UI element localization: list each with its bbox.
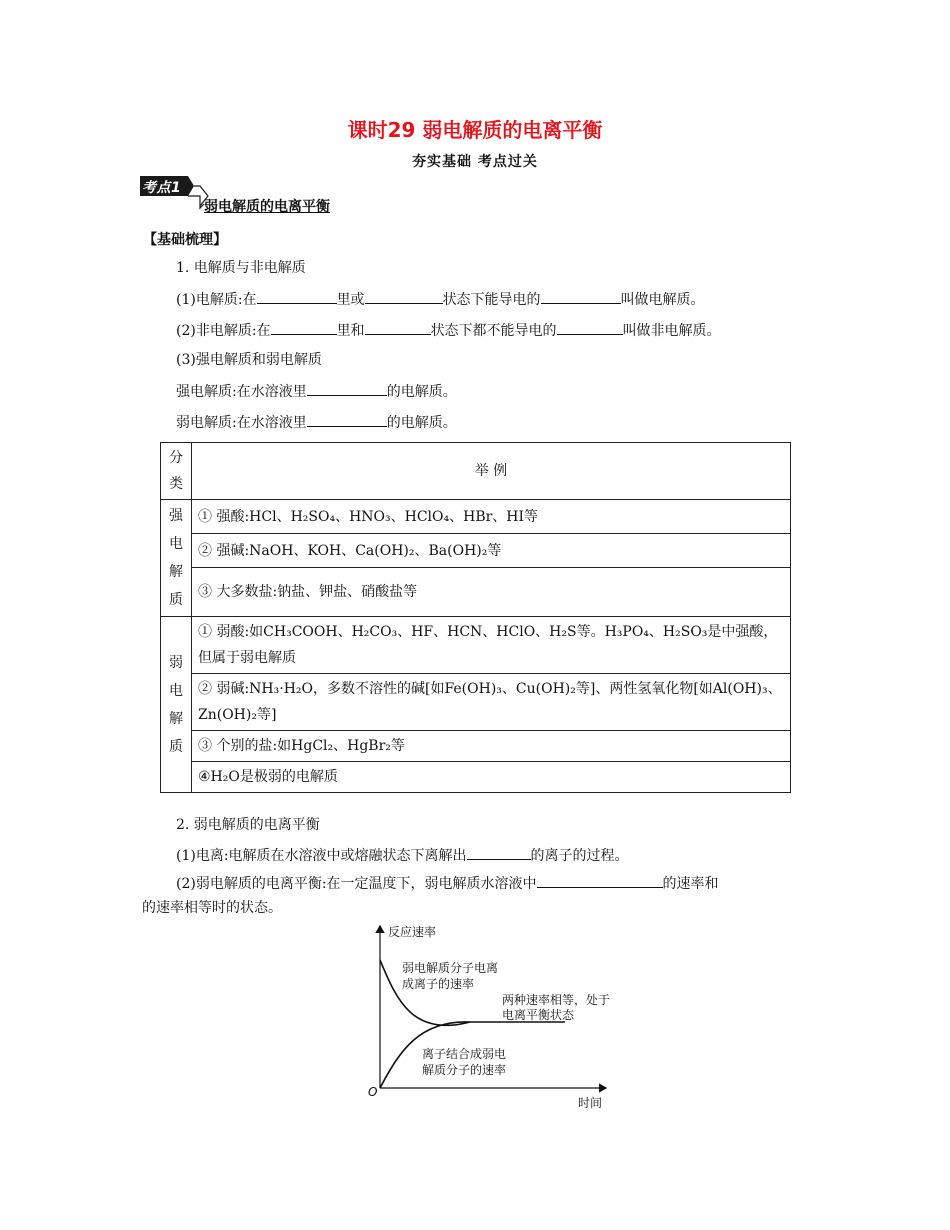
- table-row: [161, 568, 791, 617]
- table-row: [161, 500, 791, 534]
- table-cell-strong-acid: ① 强酸:HCl、H₂SO₄、HNO₃、HClO₄、HBr、HI等: [192, 500, 791, 534]
- ionization-rate-chart: [360, 920, 620, 1110]
- p1-line4: 强电解质:在水溶液里 的电解质。: [176, 381, 457, 402]
- table-row: [161, 762, 791, 793]
- origin-label: O: [368, 1085, 378, 1099]
- page-subtitle: 夯实基础 考点过关: [412, 154, 538, 170]
- table-cell-salts: ③ 大多数盐:钠盐、钾盐、硝酸盐等: [192, 568, 791, 617]
- badge-label: 考点1: [142, 180, 182, 196]
- table-row: [161, 674, 791, 731]
- section-title: 弱电解质的电离平衡: [204, 199, 330, 215]
- annotation-line: 离子结合成弱电: [422, 1047, 507, 1061]
- electrolyte-table: [160, 442, 791, 793]
- p1-line5: 弱电解质:在水溶液里 的电解质。: [176, 412, 457, 433]
- p1-line2: (2)非电解质:在 里和 状态下都不能导电的 叫做非电解质。: [176, 320, 721, 341]
- annotation-line: 电离平衡状态: [502, 1008, 575, 1022]
- table-cell-water: ④H₂O是极弱的电解质: [192, 762, 791, 793]
- table-row: [161, 731, 791, 762]
- table-header-row: [161, 443, 791, 500]
- table-cell-strong-base: ② 强碱:NaOH、KOH、Ca(OH)₂、Ba(OH)₂等: [192, 534, 791, 568]
- col-header-examples: 举 例: [192, 443, 791, 500]
- p1-line3: (3)强电解质和弱电解质: [176, 352, 322, 368]
- table-row: [161, 534, 791, 568]
- weak-electrolyte-label: 弱电解质: [161, 617, 192, 793]
- table-cell-weak-base: ② 弱碱:NH₃·H₂O，多数不溶性的碱[如Fe(OH)₃、Cu(OH)₂等]、两性氢氧化物[如Al(OH)₃、Zn(OH)₂等]: [192, 674, 791, 731]
- table-cell-weak-acid: ① 弱酸:如CH₃COOH、H₂CO₃、HF、HCN、HClO、H₂S等。H₃PO₄、H₂SO₃是中强酸，但属于弱电解质: [192, 617, 791, 674]
- x-axis-label: 时间: [578, 1096, 603, 1110]
- p2-line3: 的速率相等时的状态。: [142, 900, 282, 916]
- annotation-line: 成离子的速率: [402, 977, 475, 991]
- annotation-line: 解质分子的速率: [422, 1063, 507, 1077]
- annotation-line: 两种速率相等，处于: [502, 993, 611, 1007]
- annotation-line: 弱电解质分子电离: [402, 961, 499, 975]
- section-tag: 【基础梳理】: [143, 232, 227, 248]
- strong-electrolyte-label: 强电解质: [161, 500, 192, 617]
- p2-line2: (2)弱电解质的电离平衡:在一定温度下，弱电解质水溶液中 的速率和: [176, 873, 719, 894]
- y-axis-label: 反应速率: [388, 925, 437, 939]
- table-row: [161, 617, 791, 674]
- p2-line1: (1)电离:电解质在水溶液中或熔融状态下离解出 的离子的过程。: [176, 845, 629, 866]
- p2-heading: 2. 弱电解质的电离平衡: [176, 817, 320, 833]
- col-header-category: 分类: [161, 443, 192, 500]
- table-cell-some-salts: ③ 个别的盐:如HgCl₂、HgBr₂等: [192, 731, 791, 762]
- p1-heading: 1. 电解质与非电解质: [176, 260, 306, 276]
- page-title: 课时29 弱电解质的电离平衡: [347, 118, 603, 142]
- p1-line1: (1)电解质:在 里或 状态下能导电的 叫做电解质。: [176, 289, 705, 310]
